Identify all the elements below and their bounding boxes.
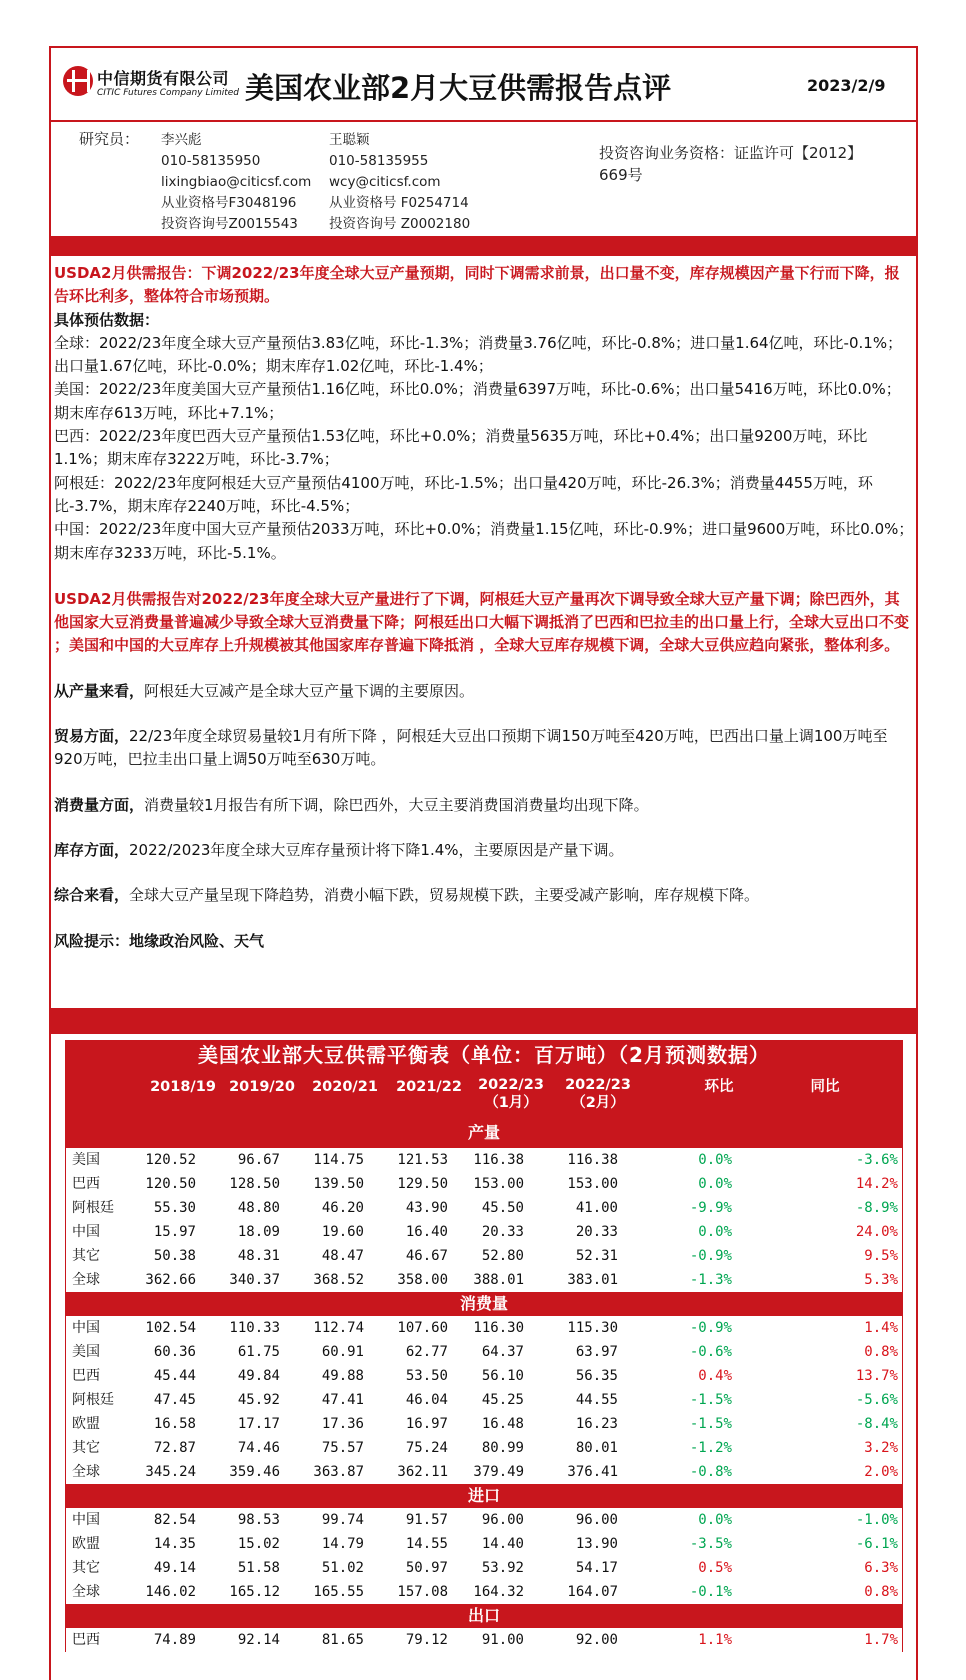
table-cell: 17.36 [321, 1416, 364, 1432]
table-cell: 50.97 [405, 1560, 448, 1576]
report-page [49, 46, 918, 1680]
table-cell: 48.80 [237, 1200, 280, 1216]
row-label: 欧盟 [72, 1536, 100, 1552]
author-2-email[interactable]: wcy@citicsf.com [329, 174, 441, 190]
table-cell: 50.38 [153, 1248, 196, 1264]
table-cell: 96.67 [237, 1152, 280, 1168]
table-cell: 345.24 [145, 1464, 196, 1480]
table-cell: 47.45 [153, 1392, 196, 1408]
table-row [66, 1580, 902, 1604]
table-cell: 0.0% [698, 1152, 732, 1168]
table-row [66, 1220, 902, 1244]
table-cell: 98.53 [237, 1512, 280, 1528]
author-1-qualification: 从业资格号F3048196 [161, 195, 297, 211]
table-cell: 0.5% [698, 1560, 732, 1576]
table-cell: 388.01 [473, 1272, 524, 1288]
data-title: 具体预估数据： [54, 310, 160, 329]
table-cell: 24.0% [855, 1224, 898, 1240]
stock-para [54, 839, 914, 862]
table-cell: -0.1% [689, 1584, 732, 1600]
trade-head: 贸易方面， [54, 727, 130, 746]
table-cell: 44.55 [575, 1392, 618, 1408]
table-cell: -1.3% [689, 1272, 732, 1288]
table-cell: 0.4% [698, 1368, 732, 1384]
table-title: 美国农业部大豆供需平衡表（单位：百万吨）（2月预测数据） [65, 1040, 903, 1070]
report-header [51, 48, 916, 122]
table-cell: 56.35 [575, 1368, 618, 1384]
table-cell: 52.31 [575, 1248, 618, 1264]
table-cell: 61.75 [237, 1344, 280, 1360]
column-header: 2018/19 [150, 1079, 216, 1095]
row-label: 阿根廷 [72, 1200, 114, 1216]
table-cell: 80.01 [575, 1440, 618, 1456]
table-cell: 49.14 [153, 1560, 196, 1576]
table-cell: 3.2% [864, 1440, 898, 1456]
table-cell: 110.33 [229, 1320, 280, 1336]
author-1 [161, 130, 311, 235]
table-row [66, 1628, 902, 1652]
table-cell: 383.01 [567, 1272, 618, 1288]
table-cell: 107.60 [397, 1320, 448, 1336]
table-cell: -3.6% [855, 1152, 898, 1168]
table-cell: 96.00 [575, 1512, 618, 1528]
table-cell: 51.02 [321, 1560, 364, 1576]
data-line-brazil: 巴西：2022/23年度巴西大豆产量预估1.53亿吨，环比+0.0%；消费量5635万吨，环比+0.4%；出口量9200万吨，环比1.1%；期末库存3222万吨，环比-3.7%； [54, 427, 868, 469]
table-cell: 72.87 [153, 1440, 196, 1456]
column-header: 同比 [810, 1079, 840, 1095]
summary: USDA2月供需报告：下调2022/23年度全球大豆产量预期，同时下调需求前景，出口量不变，库存规模因产量下行而下降，报告环比利多，整体符合市场预期。 [54, 264, 900, 306]
table-cell: 92.00 [575, 1632, 618, 1648]
trade-para [54, 725, 914, 772]
table-cell: 16.48 [481, 1416, 524, 1432]
license-line-2: 669号 [599, 166, 643, 184]
table-row [66, 1508, 902, 1532]
table-cell: 75.24 [405, 1440, 448, 1456]
license-info [599, 142, 889, 186]
table-cell: 74.89 [153, 1632, 196, 1648]
author-2-name: 王聪颖 [329, 132, 370, 148]
column-header: 2020/21 [312, 1079, 378, 1095]
table-cell: 0.0% [698, 1512, 732, 1528]
table-cell: 102.54 [145, 1320, 196, 1336]
table-cell: 91.00 [481, 1632, 524, 1648]
table-row [66, 1316, 902, 1340]
table-row [66, 1172, 902, 1196]
table-cell: 19.60 [321, 1224, 364, 1240]
table-cell: 43.90 [405, 1200, 448, 1216]
table-cell: 379.49 [473, 1464, 524, 1480]
table-row [66, 1268, 902, 1292]
table-cell: -3.5% [689, 1536, 732, 1552]
table-cell: 81.65 [321, 1632, 364, 1648]
author-2 [329, 130, 470, 235]
table-cell: 153.00 [473, 1176, 524, 1192]
data-line-china: 中国：2022/23年度中国大豆产量预估2033万吨，环比+0.0%；消费量1.15亿吨，环比-0.9%；进口量9600万吨，环比0.0%；期末库存3233万吨，环比-5.1%。 [54, 520, 914, 562]
table-cell: 363.87 [313, 1464, 364, 1480]
table-cell: 45.44 [153, 1368, 196, 1384]
table-cell: 16.23 [575, 1416, 618, 1432]
author-label: 研究员： [79, 130, 140, 148]
table-cell: 60.91 [321, 1344, 364, 1360]
table-cell: 14.35 [153, 1536, 196, 1552]
table-cell: 165.12 [229, 1584, 280, 1600]
row-label: 巴西 [72, 1368, 100, 1384]
table-cell: 120.52 [145, 1152, 196, 1168]
table-row [66, 1340, 902, 1364]
table-cell: 1.7% [864, 1632, 898, 1648]
table-cell: 114.75 [313, 1152, 364, 1168]
table-cell: -8.9% [855, 1200, 898, 1216]
row-label: 其它 [72, 1560, 100, 1576]
table-cell: 5.3% [864, 1272, 898, 1288]
overall-para [54, 884, 914, 907]
table-cell: -0.6% [689, 1344, 732, 1360]
table-cell: 14.40 [481, 1536, 524, 1552]
production-text: 阿根廷大豆减产是全球大豆产量下调的主要原因。 [144, 681, 475, 700]
table-cell: 56.10 [481, 1368, 524, 1384]
table-cell: 115.30 [567, 1320, 618, 1336]
table-cell: 157.08 [397, 1584, 448, 1600]
risk-warning: 风险提示：地缘政治风险、天气 [54, 931, 265, 950]
table-cell: 20.33 [481, 1224, 524, 1240]
table-cell: 49.88 [321, 1368, 364, 1384]
table-cell: 45.92 [237, 1392, 280, 1408]
table-cell: 164.07 [567, 1584, 618, 1600]
row-label: 全球 [72, 1272, 100, 1288]
report-body [54, 262, 914, 953]
table-section-header: 消费量 [66, 1292, 902, 1316]
table-cell: 128.50 [229, 1176, 280, 1192]
table-cell: 116.30 [473, 1320, 524, 1336]
table-body [65, 1120, 903, 1652]
table-section-header: 产量 [66, 1120, 902, 1148]
table-cell: 79.12 [405, 1632, 448, 1648]
table-cell: 47.41 [321, 1392, 364, 1408]
table-cell: 129.50 [397, 1176, 448, 1192]
table-cell: 46.67 [405, 1248, 448, 1264]
consumption-head: 消费量方面， [54, 795, 145, 814]
table-cell: -8.4% [855, 1416, 898, 1432]
table-cell: 14.55 [405, 1536, 448, 1552]
table-cell: -0.9% [689, 1320, 732, 1336]
report-title: 美国农业部2月大豆供需报告点评 [245, 71, 672, 105]
table-cell: 53.92 [481, 1560, 524, 1576]
row-label: 其它 [72, 1440, 100, 1456]
balance-table [65, 1040, 903, 1652]
consumption-para [54, 794, 914, 817]
table-cell: 45.25 [481, 1392, 524, 1408]
divider-bar [51, 236, 916, 256]
row-label: 美国 [72, 1344, 100, 1360]
table-cell: 359.46 [229, 1464, 280, 1480]
row-label: 巴西 [72, 1176, 100, 1192]
production-para [54, 680, 914, 703]
production-head: 从产量来看， [54, 681, 145, 700]
report-date: 2023/2/9 [807, 76, 886, 95]
table-row [66, 1412, 902, 1436]
table-section-header: 出口 [66, 1604, 902, 1628]
table-cell: -1.5% [689, 1416, 732, 1432]
table-row [66, 1148, 902, 1172]
table-cell: 92.14 [237, 1632, 280, 1648]
column-header: 2021/22 [396, 1079, 462, 1095]
table-cell: 45.50 [481, 1200, 524, 1216]
table-cell: 1.1% [698, 1632, 732, 1648]
author-block [51, 124, 916, 236]
license-line-1: 投资咨询业务资格：证监许可【2012】 [599, 144, 863, 162]
author-1-phone: 010-58135950 [161, 153, 261, 169]
table-cell: 13.90 [575, 1536, 618, 1552]
table-cell: 49.84 [237, 1368, 280, 1384]
column-header: 2022/23 （1月） [478, 1077, 544, 1111]
table-cell: 96.00 [481, 1512, 524, 1528]
table-cell: 51.58 [237, 1560, 280, 1576]
table-cell: 1.4% [864, 1320, 898, 1336]
table-row [66, 1436, 902, 1460]
table-cell: 121.53 [397, 1152, 448, 1168]
conclusion: USDA2月供需报告对2022/23年度全球大豆产量进行了下调，阿根廷大豆产量再次下调导致全球大豆产量下调；除巴西外，其他国家大豆消费量普遍减少导致全球大豆消费量下降；阿根廷出口大幅下调抵消了巴西和巴拉圭的出口量上行，全球大豆出口不变 ；美国和中国的大豆库存上升规模被其他国家库存普遍下降抵消 ，全球大豆库存规模下调，全球大豆供应趋向紧张，整体利多。 [54, 589, 910, 655]
table-cell: 16.58 [153, 1416, 196, 1432]
table-cell: 362.66 [145, 1272, 196, 1288]
row-label: 其它 [72, 1248, 100, 1264]
table-cell: 368.52 [313, 1272, 364, 1288]
table-cell: 74.46 [237, 1440, 280, 1456]
data-line-us: 美国：2022/23年度美国大豆产量预估1.16亿吨，环比0.0%；消费量6397万吨，环比-0.6%；出口量5416万吨，环比0.0%；期末库存613万吨，环比+7.1%； [54, 380, 901, 422]
author-2-phone: 010-58135955 [329, 153, 429, 169]
table-row [66, 1532, 902, 1556]
table-cell: -1.5% [689, 1392, 732, 1408]
table-cell: 165.55 [313, 1584, 364, 1600]
table-cell: 164.32 [473, 1584, 524, 1600]
table-cell: 153.00 [567, 1176, 618, 1192]
table-cell: 340.37 [229, 1272, 280, 1288]
table-cell: 20.33 [575, 1224, 618, 1240]
table-cell: 112.74 [313, 1320, 364, 1336]
table-cell: 99.74 [321, 1512, 364, 1528]
table-cell: 16.97 [405, 1416, 448, 1432]
author-1-name: 李兴彪 [161, 132, 202, 148]
table-cell: -1.2% [689, 1440, 732, 1456]
table-cell: 82.54 [153, 1512, 196, 1528]
table-cell: -9.9% [689, 1200, 732, 1216]
table-cell: 46.04 [405, 1392, 448, 1408]
table-cell: 75.57 [321, 1440, 364, 1456]
table-cell: 64.37 [481, 1344, 524, 1360]
row-label: 中国 [72, 1224, 100, 1240]
table-cell: 48.47 [321, 1248, 364, 1264]
table-cell: 41.00 [575, 1200, 618, 1216]
table-cell: 15.97 [153, 1224, 196, 1240]
company-name-en: CITIC Futures Company Limited [97, 88, 240, 98]
table-cell: 14.79 [321, 1536, 364, 1552]
table-cell: 46.20 [321, 1200, 364, 1216]
table-section-header: 进口 [66, 1484, 902, 1508]
table-cell: 16.40 [405, 1224, 448, 1240]
table-cell: 15.02 [237, 1536, 280, 1552]
table-cell: 139.50 [313, 1176, 364, 1192]
data-line-global: 全球：2022/23年度全球大豆产量预估3.83亿吨，环比-1.3%；消费量3.76亿吨，环比-0.8%；进口量1.64亿吨，环比-0.1%；出口量1.67亿吨，环比-0.0%；期末库存1.02亿吨，环比-1.4%； [54, 333, 903, 376]
table-cell: 0.0% [698, 1224, 732, 1240]
table-cell: 146.02 [145, 1584, 196, 1600]
row-label: 全球 [72, 1584, 100, 1600]
table-row [66, 1556, 902, 1580]
divider-bar-2 [51, 1008, 916, 1034]
table-cell: 13.7% [855, 1368, 898, 1384]
row-label: 巴西 [72, 1632, 100, 1648]
row-label: 中国 [72, 1512, 100, 1528]
author-1-email[interactable]: lixingbiao@citicsf.com [161, 174, 312, 190]
table-cell: -5.6% [855, 1392, 898, 1408]
table-cell: 358.00 [397, 1272, 448, 1288]
row-label: 全球 [72, 1464, 100, 1480]
row-label: 阿根廷 [72, 1392, 114, 1408]
data-line-argentina: 阿根廷：2022/23年度阿根廷大豆产量预估4100万吨，环比-1.5%；出口量420万吨，环比-26.3%；消费量4455万吨，环比-3.7%，期末库存2240万吨，环比-4.5%； [54, 473, 873, 515]
table-cell: 0.8% [864, 1344, 898, 1360]
table-cell: 2.0% [864, 1464, 898, 1480]
table-header [65, 1070, 903, 1120]
table-cell: 18.09 [237, 1224, 280, 1240]
consumption-text: 消费量较1月报告有所下调，除巴西外，大豆主要消费国消费量均出现下降。 [144, 795, 649, 814]
table-cell: 91.57 [405, 1512, 448, 1528]
table-row [66, 1244, 902, 1268]
table-cell: 0.8% [864, 1584, 898, 1600]
table-cell: 362.11 [397, 1464, 448, 1480]
table-cell: 6.3% [864, 1560, 898, 1576]
table-row [66, 1460, 902, 1484]
table-cell: 120.50 [145, 1176, 196, 1192]
table-cell: -6.1% [855, 1536, 898, 1552]
row-label: 欧盟 [72, 1416, 100, 1432]
column-header: 2019/20 [229, 1079, 295, 1095]
table-cell: 62.77 [405, 1344, 448, 1360]
table-cell: 116.38 [473, 1152, 524, 1168]
table-row [66, 1388, 902, 1412]
author-2-qualification: 从业资格号 F0254714 [329, 195, 469, 211]
author-1-consult-id: 投资咨询号Z0015543 [161, 216, 298, 232]
table-cell: 17.17 [237, 1416, 280, 1432]
trade-text: 22/23年度全球贸易量较1月有所下降 ，阿根廷大豆出口预期下调150万吨至420万吨，巴西出口量上调100万吨至920万吨，巴拉圭出口量上调50万吨至630万吨。 [54, 727, 888, 769]
table-cell: 48.31 [237, 1248, 280, 1264]
table-cell: -0.9% [689, 1248, 732, 1264]
table-cell: 0.0% [698, 1176, 732, 1192]
author-2-consult-id: 投资咨询号 Z0002180 [329, 216, 471, 232]
table-row [66, 1364, 902, 1388]
citic-logo-icon [63, 66, 93, 96]
table-cell: 14.2% [855, 1176, 898, 1192]
column-header: 2022/23 （2月） [565, 1077, 631, 1111]
table-cell: 54.17 [575, 1560, 618, 1576]
table-cell: 60.36 [153, 1344, 196, 1360]
stock-head: 库存方面， [54, 840, 130, 859]
overall-text: 全球大豆产量呈现下降趋势，消费小幅下跌，贸易规模下跌，主要受减产影响，库存规模下降。 [129, 886, 760, 905]
table-cell: 376.41 [567, 1464, 618, 1480]
row-label: 中国 [72, 1320, 100, 1336]
table-cell: 80.99 [481, 1440, 524, 1456]
table-row [66, 1196, 902, 1220]
table-cell: -0.8% [689, 1464, 732, 1480]
row-label: 美国 [72, 1152, 100, 1168]
table-cell: 9.5% [864, 1248, 898, 1264]
table-cell: 116.38 [567, 1152, 618, 1168]
table-cell: 53.50 [405, 1368, 448, 1384]
table-cell: 52.80 [481, 1248, 524, 1264]
overall-head: 综合来看， [54, 886, 130, 905]
company-name: 中信期货有限公司 [97, 69, 230, 88]
table-cell: 55.30 [153, 1200, 196, 1216]
stock-text: 2022/2023年度全球大豆库存量预计将下降1.4%，主要原因是产量下调。 [129, 840, 624, 859]
table-cell: 63.97 [575, 1344, 618, 1360]
column-header: 环比 [704, 1079, 734, 1095]
table-cell: -1.0% [855, 1512, 898, 1528]
